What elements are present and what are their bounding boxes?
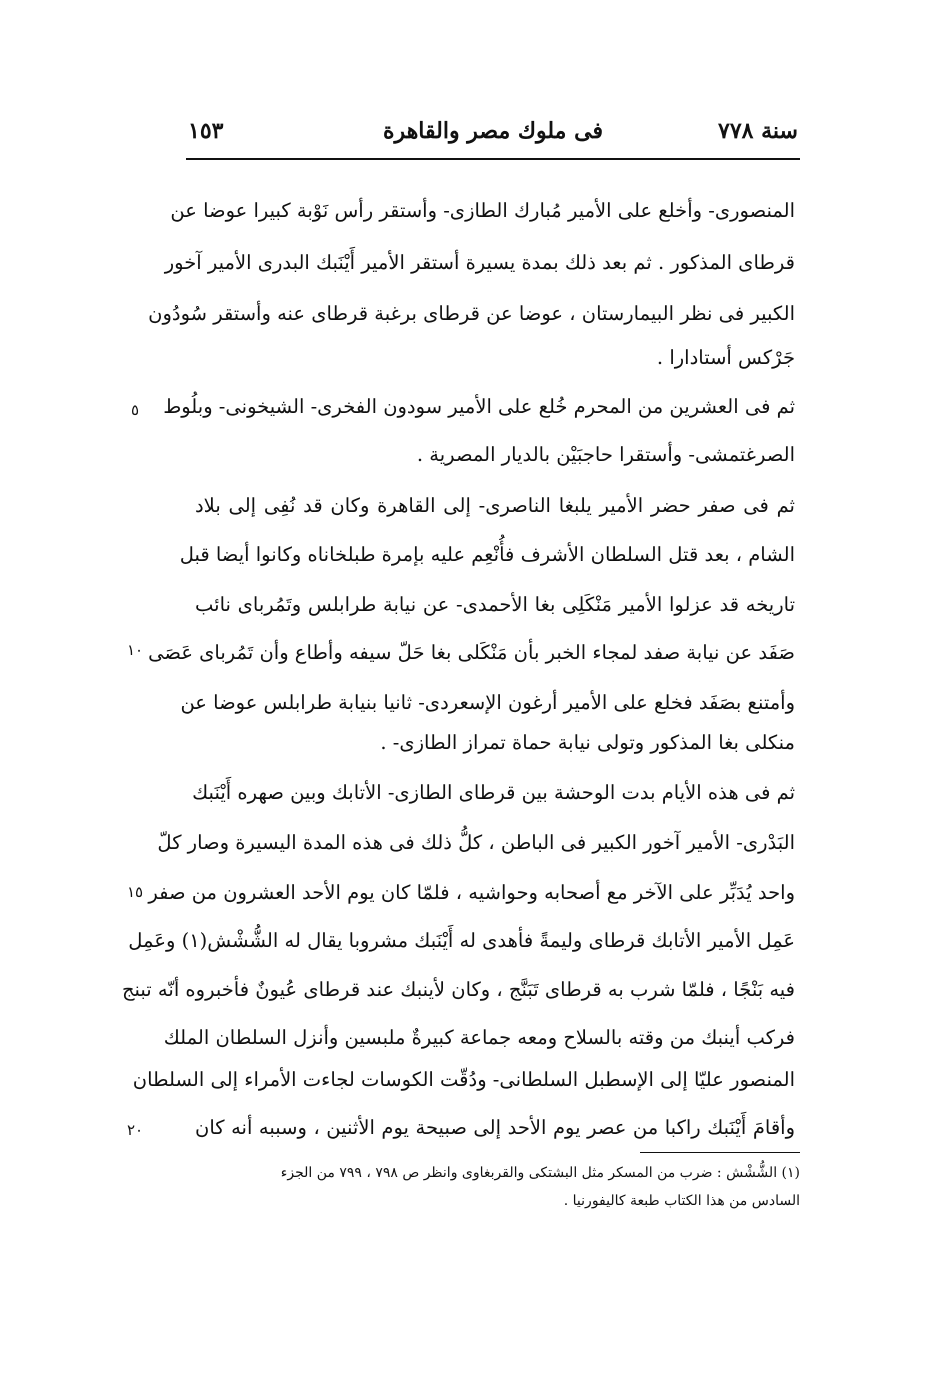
text-line: منكلى بغا المذكور وتولى نيابة حماة تمراز الطازى- . bbox=[380, 731, 795, 754]
text-line: الشام ، بعد قتل السلطان الأشرف فأُنْعِم عليه بإمرة طبلخاناه وكانوا أيضا قبل bbox=[179, 543, 795, 566]
text-line: المنصور عليّا إلى الإسطبل السلطانى- ودُقّت الكوسات لجاءت الأمراء إلى السلطان bbox=[132, 1068, 795, 1091]
text-line: الصرغتمشى- وأستقرا حاجبَيْن بالديار المصرية . bbox=[416, 443, 795, 466]
text-line: البَدْرى- الأمير آخور الكبير فى الباطن ، كلُّ ذلك فى هذه المدة اليسيرة وصار كلّ bbox=[157, 831, 795, 854]
text-line: الكبير فى نظر البيمارستان ، عوضا عن قرطاى برغبة قرطاى عنه وأستقر سُودُون bbox=[148, 302, 795, 325]
footnote-line: السادس من هذا الكتاب طبعة كاليفورنيا . bbox=[563, 1193, 800, 1209]
margin-line-number: ١٥ bbox=[126, 883, 144, 901]
running-header bbox=[188, 118, 798, 158]
text-line: المنصورى- وأخلع على الأمير مُبارك الطازى- وأستقر رأس نَوْبة كبيرا عوضا عن bbox=[170, 199, 795, 222]
header-year: سنة ٧٧٨ bbox=[718, 118, 798, 144]
margin-line-number: ٢٠ bbox=[126, 1121, 144, 1139]
footnote-line: (١) الشُّشْش : ضرب من المسكر مثل البشتكى والقربغاوى وانظر ص ٧٩٨ ، ٧٩٩ من الجزء bbox=[280, 1165, 800, 1181]
text-line: صَفَد عن نيابة صفد لمجاء الخبر بأن مَنْكَلى بغا حَلّ سيفه وأطاع وأن تَمُرباى عَصَى bbox=[148, 641, 795, 664]
text-line: ثم فى العشرين من المحرم خُلع على الأمير سودون الفخرى- الشيخونى- وبلُوط bbox=[163, 395, 795, 418]
text-line: جَرْكس أستادارا . bbox=[656, 346, 795, 369]
page-number: ١٥٣ bbox=[188, 118, 224, 144]
text-line: وأقامَ أَيْنَبك راكبا من عصر يوم الأحد إلى صبيحة يوم الأثنين ، وسببه أنه كان bbox=[195, 1116, 795, 1139]
header-title: فى ملوك مصر والقاهرة bbox=[383, 118, 603, 144]
footnote-rule bbox=[640, 1152, 800, 1153]
text-line: وأمتنع بصَفَد فخلع على الأمير أرغون الإسعردى- ثانيا بنيابة طرابلس عوضا عن bbox=[180, 691, 795, 714]
margin-line-number: ١٠ bbox=[126, 641, 144, 659]
text-line: واحد يُدَبِّر على الآخر مع أصحابه وحواشيه ، فلمّا كان يوم الأحد العشرون من صفر bbox=[148, 881, 795, 904]
text-line: ثم فى هذه الأيام بدت الوحشة بين قرطاى الطازى- الأتابك وبين صهره أَيْنَبك bbox=[192, 781, 795, 804]
margin-line-number: ٥ bbox=[130, 401, 140, 419]
text-line: قرطاى المذكور . ثم بعد ذلك بمدة يسيرة أستقر الأمير أَيْنَبك البدرى الأمير آخور bbox=[164, 251, 795, 274]
text-line: ثم فى صفر حضر الأمير يلبغا الناصرى- إلى القاهرة وكان قد نُفِى إلى بلاد bbox=[195, 494, 795, 517]
header-rule bbox=[186, 158, 800, 160]
text-line: تاريخه قد عزلوا الأمير مَنْكَلِى بغا الأحمدى- عن نيابة طرابلس وتَمُرباى نائب bbox=[195, 593, 795, 616]
text-line: فركب أينبك من وقته بالسلاح ومعه جماعة كبيرةٌ ملبسين وأنزل السلطان الملك bbox=[163, 1026, 795, 1049]
text-line: عَمِل الأمير الأتابك قرطاى وليمةً فأهدى له أَيْنَبك مشروبا يقال له الشُّشْش(١) وعَمِل bbox=[128, 929, 795, 952]
text-line: فيه بَنْجًا ، فلمّا شرب به قرطاى تَبَنَّج ، وكان لأينبك عند قرطاى عُيونٌ فأخبروه أنّه تبنج bbox=[121, 978, 795, 1001]
